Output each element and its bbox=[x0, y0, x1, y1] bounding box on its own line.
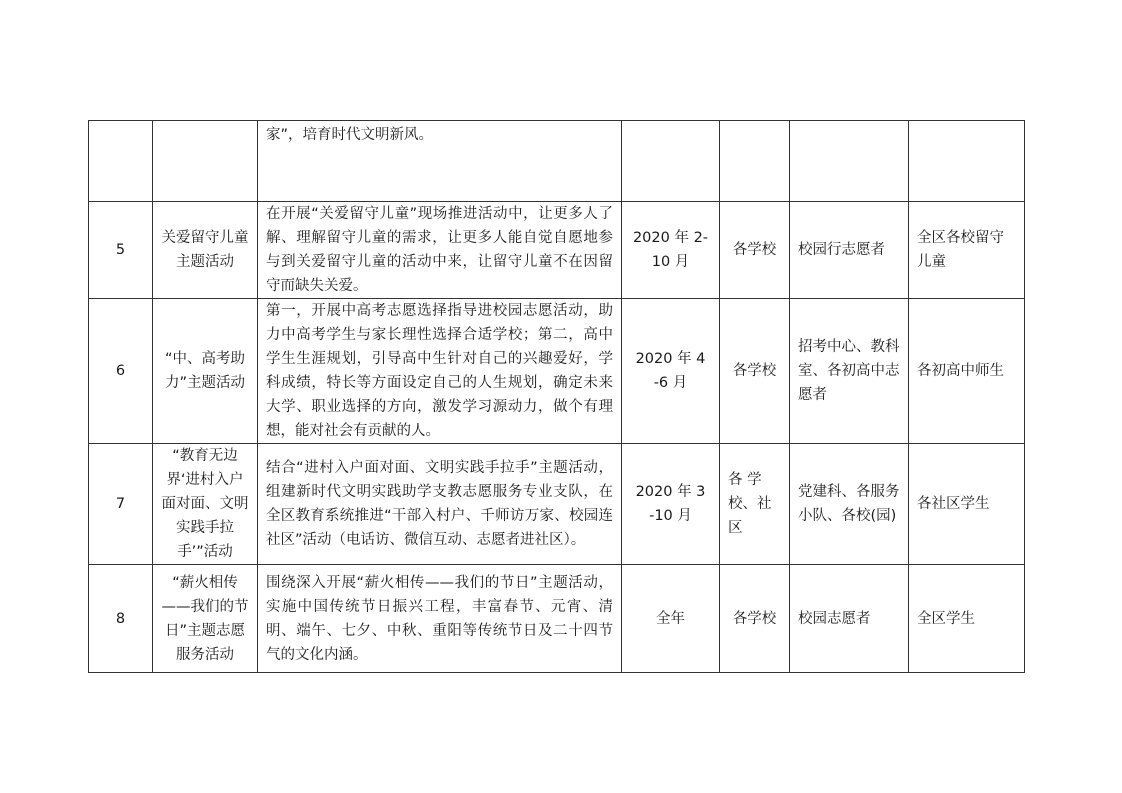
activity-name bbox=[153, 121, 258, 202]
activity-time: 全年 bbox=[622, 565, 720, 673]
activity-target: 各初高中师生 bbox=[909, 299, 1025, 444]
activity-time: 2020 年 4 -6 月 bbox=[622, 299, 720, 444]
row-number: 7 bbox=[89, 444, 153, 565]
activity-content: 结合“进村入户面对面、文明实践手拉手”主题活动，组建新时代文明实践助学支教志愿服务专业支队，在全区教育系统推进“干部入村户、千师访万家、校园连社区”活动（电话访、微信互动、志愿者进社区）。 bbox=[258, 444, 622, 565]
activity-unit bbox=[720, 121, 790, 202]
activity-name: “薪火相传——我们的节日”主题志愿服务活动 bbox=[153, 565, 258, 673]
activity-organizer: 校园行志愿者 bbox=[790, 202, 909, 299]
table-row bbox=[89, 444, 1025, 565]
activity-target bbox=[909, 121, 1025, 202]
row-number: 6 bbox=[89, 299, 153, 444]
activity-organizer: 党建科、各服务小队、各校(园) bbox=[790, 444, 909, 565]
row-number bbox=[89, 121, 153, 202]
activity-target: 各社区学生 bbox=[909, 444, 1025, 565]
table-row bbox=[89, 299, 1025, 444]
table-row bbox=[89, 565, 1025, 673]
activity-content: 家”，培育时代文明新风。 bbox=[258, 121, 622, 202]
activity-plan-table bbox=[88, 120, 1025, 673]
activity-unit: 各学校 bbox=[720, 565, 790, 673]
activity-name: “教育无边界‘进村入户面对面、文明实践手拉手’”活动 bbox=[153, 444, 258, 565]
activity-name: “中、高考助力”主题活动 bbox=[153, 299, 258, 444]
activity-organizer: 招考中心、教科室、各初高中志愿者 bbox=[790, 299, 909, 444]
table-row bbox=[89, 121, 1025, 202]
activity-target: 全区学生 bbox=[909, 565, 1025, 673]
activity-unit: 各学校 bbox=[720, 299, 790, 444]
activity-time: 2020 年 2-10 月 bbox=[622, 202, 720, 299]
activity-content: 围绕深入开展“薪火相传——我们的节日”主题活动，实施中国传统节日振兴工程，丰富春节、元宵、清明、端午、七夕、中秋、重阳等传统节日及二十四节气的文化内涵。 bbox=[258, 565, 622, 673]
row-number: 8 bbox=[89, 565, 153, 673]
activity-name: 关爱留守儿童主题活动 bbox=[153, 202, 258, 299]
activity-organizer: 校园志愿者 bbox=[790, 565, 909, 673]
activity-target: 全区各校留守儿童 bbox=[909, 202, 1025, 299]
activity-unit: 各学校 bbox=[720, 202, 790, 299]
activity-time bbox=[622, 121, 720, 202]
activity-time: 2020 年 3 -10 月 bbox=[622, 444, 720, 565]
activity-unit: 各 学 校、社 区 bbox=[720, 444, 790, 565]
activity-organizer bbox=[790, 121, 909, 202]
activity-content: 第一，开展中高考志愿选择指导进校园志愿活动，助力中高考学生与家长理性选择合适学校；第二，高中学生生涯规划，引导高中生针对自己的兴趣爱好，学科成绩，特长等方面设定自己的人生规划，确定未来大学、职业选择的方向，激发学习源动力，做个有理想，能对社会有贡献的人。 bbox=[258, 299, 622, 444]
table-row bbox=[89, 202, 1025, 299]
row-number: 5 bbox=[89, 202, 153, 299]
activity-content: 在开展“关爱留守儿童”现场推进活动中，让更多人了解、理解留守儿童的需求，让更多人能自觉自愿地参与到关爱留守儿童的活动中来，让留守儿童不在因留守而缺失关爱。 bbox=[258, 202, 622, 299]
